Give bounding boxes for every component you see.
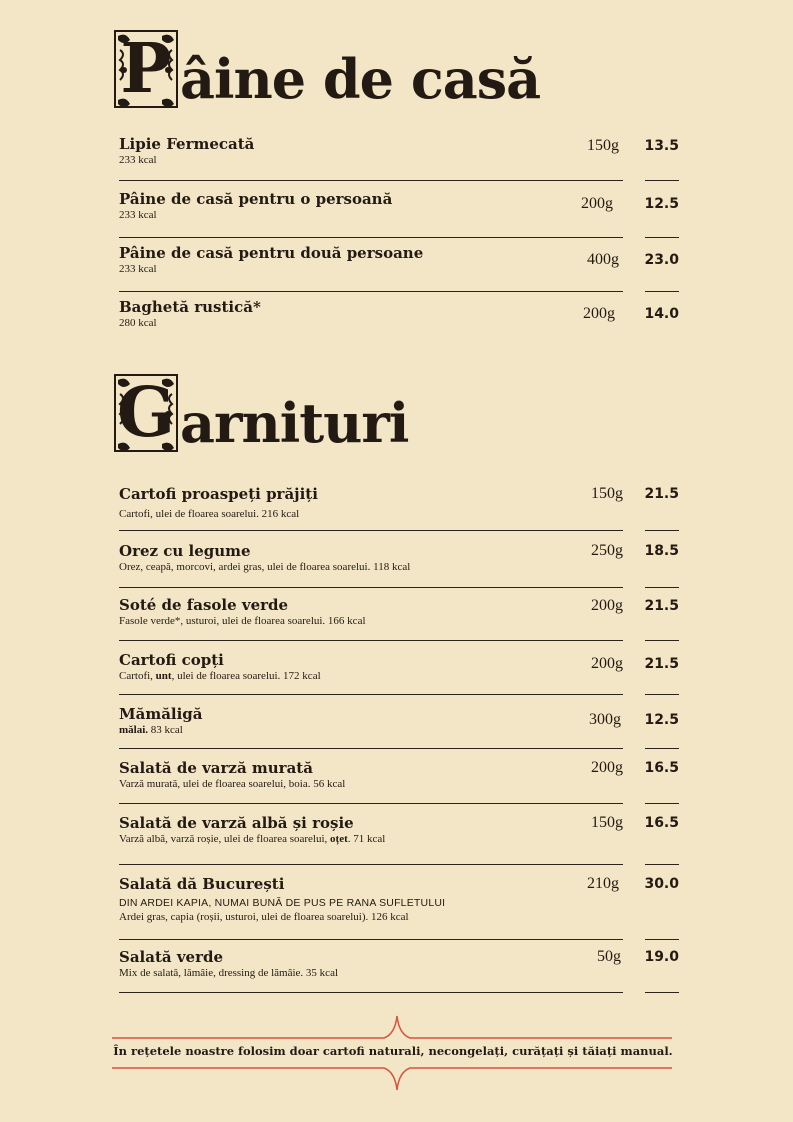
- divider: [119, 748, 623, 749]
- menu-item: [119, 705, 679, 737]
- item-weight: 200g: [591, 655, 623, 672]
- item-name: Pâine de casă pentru o persoană: [119, 190, 393, 208]
- ornate-initial-g: [114, 374, 178, 452]
- item-weight: 300g: [589, 711, 621, 728]
- divider: [119, 237, 623, 238]
- item-price: 21.5: [644, 656, 679, 672]
- divider: [119, 939, 623, 940]
- divider: [645, 237, 679, 238]
- divider: [119, 694, 623, 695]
- menu-item: [119, 190, 679, 222]
- item-kcal: 233 kcal: [119, 154, 157, 166]
- divider: [645, 530, 679, 531]
- divider: [119, 992, 623, 993]
- divider: [119, 803, 623, 804]
- item-weight: 210g: [587, 875, 619, 892]
- divider: [645, 291, 679, 292]
- item-name: Baghetă rustică*: [119, 298, 261, 316]
- menu-item: [119, 596, 679, 628]
- menu-item: [119, 814, 679, 846]
- item-weight: 150g: [591, 814, 623, 831]
- item-name: Cartofi copți: [119, 651, 224, 669]
- divider: [119, 291, 623, 292]
- item-weight: 50g: [597, 948, 621, 965]
- section-title-sides: [114, 373, 409, 455]
- item-kcal: 233 kcal: [119, 263, 157, 275]
- item-description: Fasole verde*, usturoi, ulei de floarea soarelui. 166 kcal: [119, 615, 366, 627]
- initial-letter: P: [120, 29, 172, 109]
- item-price: 12.5: [644, 712, 679, 728]
- divider: [645, 748, 679, 749]
- divider: [645, 640, 679, 641]
- divider: [119, 530, 623, 531]
- section-title-bread: [114, 29, 541, 111]
- item-weight: 250g: [591, 542, 623, 559]
- item-price: 21.5: [644, 486, 679, 502]
- item-name: Salată de varză albă și roșie: [119, 814, 354, 832]
- item-price: 18.5: [644, 543, 679, 559]
- item-price: 16.5: [644, 815, 679, 831]
- menu-item: [119, 759, 679, 791]
- divider: [119, 587, 623, 588]
- item-weight: 200g: [591, 597, 623, 614]
- item-description: Cartofi, ulei de floarea soarelui. 216 kcal: [119, 508, 300, 520]
- menu-item: [119, 542, 679, 574]
- item-name: Soté de fasole verde: [119, 596, 289, 614]
- item-description: Mix de salată, lămâie, dressing de lămâie. 35 kcal: [119, 967, 339, 979]
- item-description: Cartofi, unt, ulei de floarea soarelui. 172 kcal: [119, 670, 321, 682]
- item-name: Salată de varză murată: [119, 759, 313, 777]
- divider: [119, 180, 623, 181]
- item-price: 16.5: [644, 760, 679, 776]
- item-description: Varză murată, ulei de floarea soarelui, boia. 56 kcal: [119, 778, 346, 790]
- section-title-text: arnituri: [180, 391, 409, 455]
- item-price: 13.5: [644, 138, 679, 154]
- divider: [645, 803, 679, 804]
- item-weight: 400g: [587, 251, 619, 268]
- item-description: Varză albă, varză roșie, ulei de floarea soarelui, oțet. 71 kcal: [119, 833, 386, 845]
- divider: [645, 694, 679, 695]
- item-weight: 150g: [587, 137, 619, 154]
- divider: [119, 640, 623, 641]
- divider: [645, 864, 679, 865]
- divider: [645, 992, 679, 993]
- ornate-initial-p: [114, 30, 178, 108]
- menu-item: [119, 135, 679, 167]
- menu-item: [119, 298, 679, 330]
- initial-letter: G: [116, 373, 176, 453]
- section-title-text: âine de casă: [180, 47, 541, 111]
- item-weight: 200g: [591, 759, 623, 776]
- item-name: Pâine de casă pentru două persoane: [119, 244, 424, 262]
- item-name: Lipie Fermecată: [119, 135, 255, 153]
- menu-item: [119, 875, 679, 924]
- item-tagline: DIN ARDEI KAPIA, NUMAI BUNĂ DE PUS PE RANA SUFLETULUI: [119, 897, 446, 909]
- divider: [645, 939, 679, 940]
- item-name: Cartofi proaspeți prăjiți: [119, 485, 318, 503]
- divider: [645, 180, 679, 181]
- footer-note: În rețetele noastre folosim doar cartofi naturali, necongelați, curățați și tăiați manual.: [113, 1044, 673, 1058]
- item-price: 30.0: [644, 876, 679, 892]
- menu-item: [119, 948, 679, 980]
- item-name: Salată verde: [119, 948, 224, 966]
- item-kcal: 233 kcal: [119, 209, 157, 221]
- item-price: 12.5: [644, 196, 679, 212]
- item-name: Salată dă București: [119, 875, 285, 893]
- menu-item: [119, 651, 679, 683]
- item-price: 19.0: [644, 949, 679, 965]
- item-kcal: 280 kcal: [119, 317, 157, 329]
- item-price: 23.0: [644, 252, 679, 268]
- divider: [645, 587, 679, 588]
- item-weight: 200g: [581, 195, 613, 212]
- item-name: Mămăligă: [119, 705, 203, 723]
- item-name: Orez cu legume: [119, 542, 251, 560]
- item-weight: 200g: [583, 305, 615, 322]
- item-description: Ardei gras, capia (roșii, usturoi, ulei de floarea soarelui). 126 kcal: [119, 911, 409, 923]
- item-weight: 150g: [591, 485, 623, 502]
- divider: [119, 864, 623, 865]
- menu-item: [119, 244, 679, 276]
- item-description: mălai. 83 kcal: [119, 724, 183, 736]
- item-price: 21.5: [644, 598, 679, 614]
- item-description: Orez, ceapă, morcovi, ardei gras, ulei de floarea soarelui. 118 kcal: [119, 561, 411, 573]
- menu-item: [119, 485, 679, 521]
- item-price: 14.0: [644, 306, 679, 322]
